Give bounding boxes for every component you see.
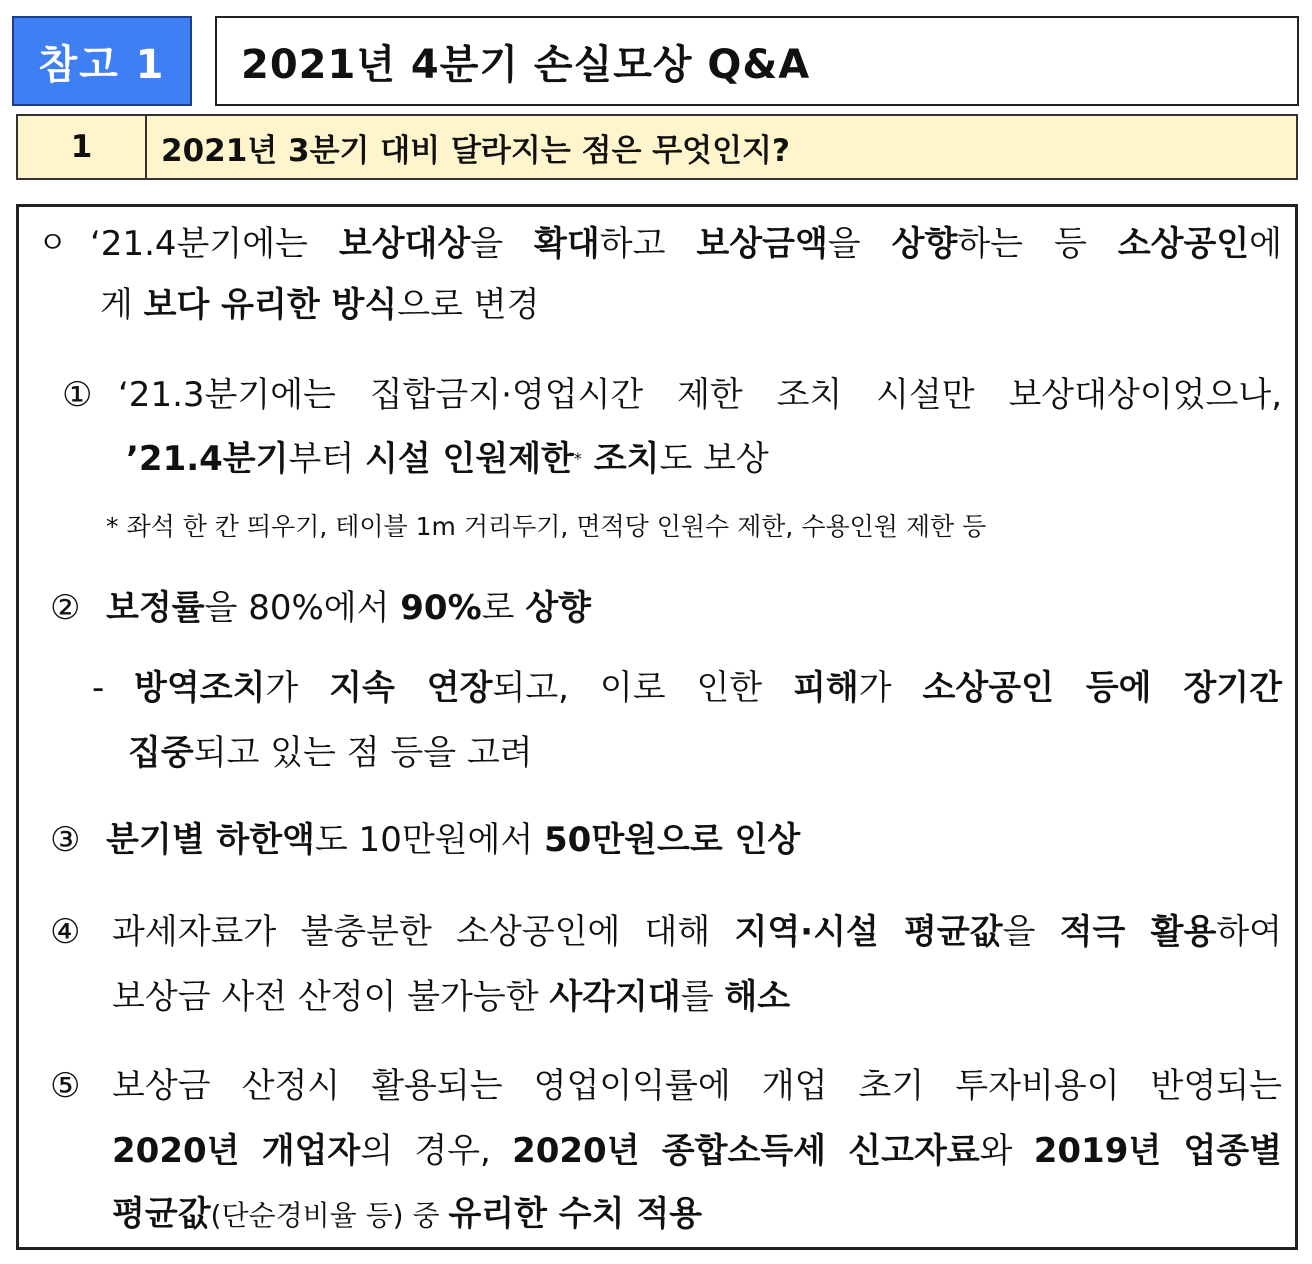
text-run-bold: 상향 <box>891 224 958 264</box>
text-run-bold: 2020년 개업자 <box>112 1131 361 1171</box>
text-run: (단순경비율 등) 중 <box>210 1199 449 1232</box>
item2-sub-line-2 <box>128 733 533 773</box>
text-run: 부터 <box>288 439 365 479</box>
text-run: 도 보상 <box>659 439 769 479</box>
item3-line-1 <box>106 820 800 860</box>
item4-line-1 <box>112 912 1282 952</box>
item2-marker: ② <box>50 588 81 628</box>
text-run-bold: 보상금액 <box>696 224 828 264</box>
footnote-mark: * <box>573 449 582 468</box>
text-run: 하고 <box>599 224 697 264</box>
item1-line-2 <box>126 439 769 479</box>
item1-line-1: ‘21.3분기에는 집합금지·영업시간 제한 조치 시설만 보상대상이었으나, <box>118 375 1282 415</box>
text-run: 보상금 사전 산정이 불가능한 <box>112 977 550 1017</box>
item2-sub-marker: - <box>92 668 105 708</box>
text-run: ‘21.4분기에는 <box>90 224 339 264</box>
item5-marker: ⑤ <box>50 1066 81 1106</box>
text-run-bold: 소상공인 등에 장기간 <box>922 668 1282 708</box>
text-run: 으로 변경 <box>397 285 540 325</box>
item2-sub-line-1 <box>134 668 1282 708</box>
text-run-bold: 평균값 <box>112 1194 211 1234</box>
text-run-bold: 분기별 하한액 <box>106 820 315 860</box>
text-run: 과세자료가 불충분한 소상공인에 대해 <box>112 912 735 952</box>
item5-line-3 <box>112 1194 702 1236</box>
text-run: 되고 있는 점 등을 고려 <box>193 733 533 773</box>
text-run-bold: 지속 연장 <box>329 668 493 708</box>
text-run-bold: 90% <box>400 588 482 628</box>
text-run-bold: 보정률 <box>106 588 205 628</box>
question-bar <box>16 114 1298 180</box>
text-run: 와 <box>979 1131 1034 1171</box>
text-run: 가 <box>858 668 923 708</box>
text-run-bold: 피해 <box>793 668 859 708</box>
text-run-bold: 보다 유리한 방식 <box>143 285 398 325</box>
document-title: 2021년 4분기 손실모상 Q&A <box>215 16 1299 106</box>
summary-bullet: ㅇ <box>38 226 67 261</box>
text-run: 가 <box>265 668 330 708</box>
text-run-bold: 50만원으로 인상 <box>544 820 801 860</box>
summary-line-1 <box>90 224 1282 264</box>
text-run: 되고, 이로 인한 <box>492 668 794 708</box>
text-run: 에 <box>1249 224 1283 264</box>
text-run: 하여 <box>1216 912 1283 952</box>
text-run-bold: 적극 활용 <box>1059 912 1217 952</box>
text-run-bold: 해소 <box>724 977 791 1017</box>
summary-line-2 <box>100 285 539 325</box>
text-run: 을 <box>1002 912 1060 952</box>
item1-marker: ① <box>62 375 93 415</box>
text-run-bold: ’21.4분기 <box>126 439 289 479</box>
text-run-bold: 유리한 수치 적용 <box>448 1194 703 1234</box>
text-run-bold: 사각지대 <box>549 977 681 1017</box>
text-run: 을 <box>827 224 892 264</box>
item4-line-2 <box>112 977 790 1017</box>
text-run: 로 <box>481 588 526 628</box>
text-run-bold: 집중 <box>128 733 194 773</box>
text-run: 도 10만원에서 <box>314 820 545 860</box>
item1-footnote: * 좌석 한 칸 띄우기, 테이블 1m 거리두기, 면적당 인원수 제한, 수용인원 제한 등 <box>106 512 987 541</box>
text-run-bold: 2020년 종합소득세 신고자료 <box>512 1131 980 1171</box>
item5-line-1: 보상금 산정시 활용되는 영업이익률에 개업 초기 투자비용이 반영되는 <box>112 1066 1282 1106</box>
text-run: 의 경우, <box>360 1131 513 1171</box>
text-run-bold: 방역조치 <box>134 668 266 708</box>
text-run-bold: 소상공인 <box>1117 224 1250 264</box>
question-number: 1 <box>18 116 147 178</box>
text-run: 하는 등 <box>957 224 1118 264</box>
item2-line-1 <box>106 588 591 628</box>
item4-marker: ④ <box>50 912 81 952</box>
reference-tag: 참고 1 <box>12 16 192 106</box>
text-run: 을 80%에서 <box>204 588 401 628</box>
text-run-bold: 조치 <box>581 439 660 479</box>
text-run: 게 <box>100 285 144 325</box>
item5-line-2 <box>112 1131 1282 1171</box>
text-run-bold: 시설 인원제한 <box>365 439 574 479</box>
text-run-bold: 보상대상 <box>338 224 471 264</box>
text-run-bold: 지역·시설 평균값 <box>734 912 1003 952</box>
text-run: 를 <box>680 977 725 1017</box>
question-text: 2021년 3분기 대비 달라지는 점은 무엇인지? <box>161 132 790 169</box>
text-run: 을 <box>470 224 535 264</box>
text-run-bold: 상향 <box>525 588 592 628</box>
text-run-bold: 2019년 업종별 <box>1033 1131 1282 1171</box>
text-run-bold: 확대 <box>534 224 600 264</box>
item3-marker: ③ <box>50 820 81 860</box>
